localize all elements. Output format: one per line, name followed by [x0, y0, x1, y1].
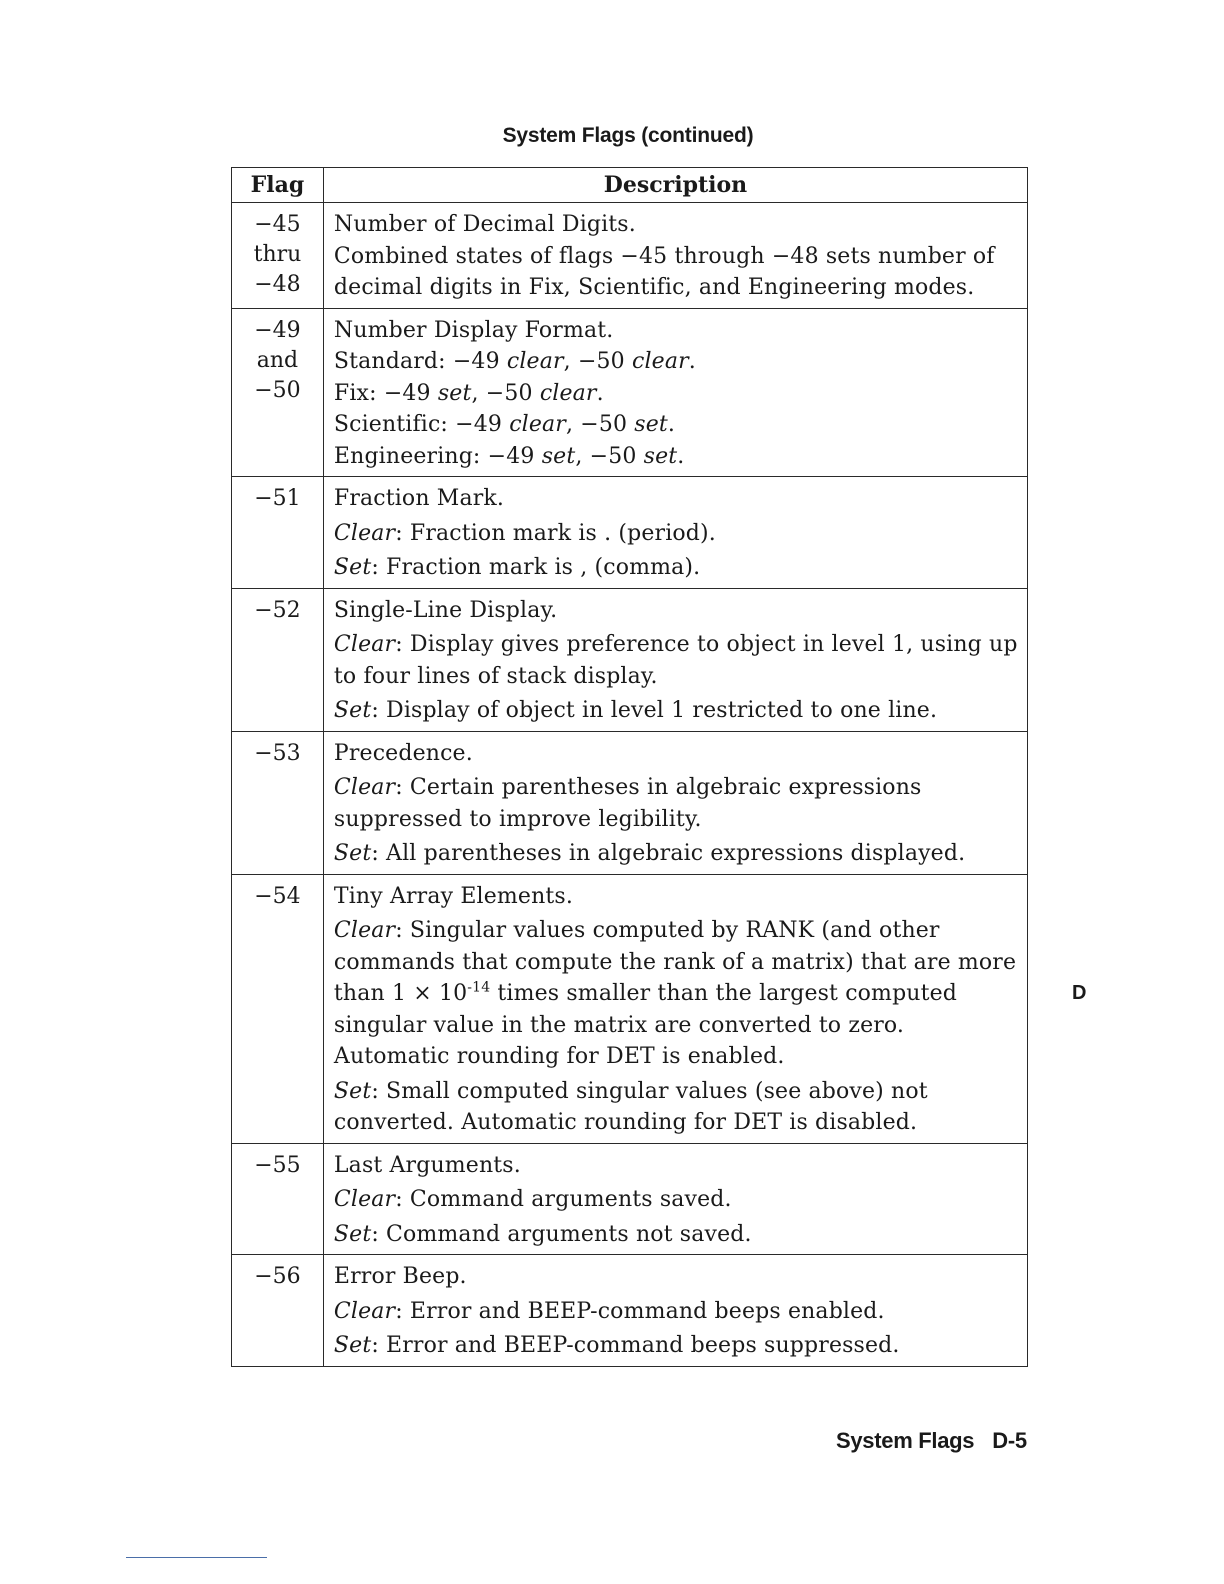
- table-row: [232, 1143, 1028, 1255]
- set-description: Set: Fraction mark is , (comma).: [333, 555, 701, 580]
- set-description: Set: All parentheses in algebraic expressions displayed.: [333, 841, 966, 866]
- set-description-cont: converted. Automatic rounding for DET is disabled.: [333, 1110, 918, 1135]
- mode-line-engineering: Engineering: −49 set, −50 set.: [333, 443, 685, 469]
- description-text: decimal digits in Fix, Scientific, and Engineering modes.: [333, 275, 975, 300]
- clear-description-cont: suppressed to improve legibility.: [333, 806, 702, 832]
- clear-description: Clear: Error and BEEP-command beeps enabled.: [333, 1298, 885, 1324]
- appendix-tab-letter: D: [1072, 982, 1087, 1004]
- description-text: Combined states of flags −45 through −48 sets number of: [333, 243, 995, 269]
- table-row: [232, 874, 1028, 1143]
- flag-cell: [232, 731, 324, 874]
- flag-value: −53: [254, 740, 301, 766]
- description-cell: [323, 308, 1027, 477]
- flag-value: −45: [254, 212, 301, 237]
- set-description: Set: Error and BEEP-command beeps suppressed.: [333, 1333, 900, 1358]
- table-row: [232, 1255, 1028, 1367]
- description-title: Number Display Format.: [333, 317, 614, 343]
- system-flags-table: [231, 167, 1028, 1367]
- table-header-row: [232, 168, 1028, 203]
- clear-description: Clear: Command arguments saved.: [333, 1187, 732, 1212]
- page-number: D-5: [992, 1428, 1027, 1453]
- flag-value: −50: [254, 377, 301, 403]
- clear-description-cont: to four lines of stack display.: [333, 663, 658, 689]
- clear-description-cont: Automatic rounding for DET is enabled.: [333, 1044, 785, 1069]
- clear-description-cont: than $1 \times 10^{-14}$ times smaller than the largest computed: [333, 979, 958, 1006]
- flag-cell: [232, 874, 324, 1143]
- clear-description-cont: commands that compute the rank of a matrix) that are more: [333, 949, 1017, 975]
- table-row: [232, 203, 1028, 309]
- table-row: [232, 477, 1028, 589]
- exponent: -14: [467, 979, 491, 996]
- description-cell: [323, 203, 1027, 309]
- flag-cell: [232, 308, 324, 477]
- flag-cell: [232, 203, 324, 309]
- page-title: System Flags (continued): [502, 124, 754, 147]
- set-description: Set: Display of object in level 1 restricted to one line.: [333, 698, 938, 723]
- set-description: Set: Command arguments not saved.: [333, 1221, 752, 1247]
- mode-line-standard: Standard: −49 clear, −50 clear.: [333, 349, 696, 374]
- description-cell: [323, 477, 1027, 589]
- flag-cell: [232, 588, 324, 731]
- mode-line-fix: Fix: −49 set, −50 clear.: [333, 380, 604, 406]
- table-row: [232, 308, 1028, 477]
- description-title: Error Beep.: [333, 1264, 467, 1289]
- flag-cell: [232, 1255, 324, 1367]
- description-cell: [323, 731, 1027, 874]
- set-description: Set: Small computed singular values (see above) not: [333, 1078, 928, 1104]
- clear-description: Clear: Singular values computed by RANK (and other: [333, 918, 940, 943]
- flag-value: −56: [254, 1264, 301, 1289]
- table-row: [232, 588, 1028, 731]
- flag-value: thru: [253, 242, 302, 267]
- flag-value: −55: [254, 1152, 301, 1178]
- mode-line-scientific: Scientific: −49 clear, −50 set.: [333, 412, 676, 437]
- description-cell: [323, 588, 1027, 731]
- flag-value: −54: [254, 883, 301, 909]
- flag-value: and: [256, 347, 299, 373]
- flag-cell: [232, 1143, 324, 1255]
- table-row: [232, 731, 1028, 874]
- description-title: Number of Decimal Digits.: [333, 212, 636, 237]
- description-cell: [323, 1143, 1027, 1255]
- description-title: Single-Line Display.: [333, 597, 558, 623]
- clear-description: Clear: Display gives preference to object in level 1, using up: [333, 632, 1018, 657]
- footer-section-title: System Flags: [836, 1428, 975, 1453]
- clear-description: Clear: Certain parentheses in algebraic expressions: [333, 775, 922, 800]
- page-footer: [836, 1428, 1027, 1454]
- description-title: Precedence.: [333, 740, 473, 766]
- clear-description-cont: singular value in the matrix are converted to zero.: [333, 1012, 905, 1038]
- flag-value: −49: [254, 317, 301, 343]
- divider: [126, 1557, 267, 1558]
- flag-cell: [232, 477, 324, 589]
- flag-value: −51: [254, 486, 301, 511]
- description-title: Last Arguments.: [333, 1152, 521, 1178]
- description-column-header: Description: [323, 168, 1027, 203]
- description-cell: [323, 874, 1027, 1143]
- description-cell: [323, 1255, 1027, 1367]
- description-title: Tiny Array Elements.: [333, 883, 573, 909]
- flag-value: −52: [254, 597, 301, 623]
- description-title: Fraction Mark.: [333, 486, 505, 511]
- clear-description: Clear: Fraction mark is . (period).: [333, 520, 716, 546]
- flag-value: −48: [254, 272, 301, 297]
- flag-column-header: Flag: [232, 168, 324, 203]
